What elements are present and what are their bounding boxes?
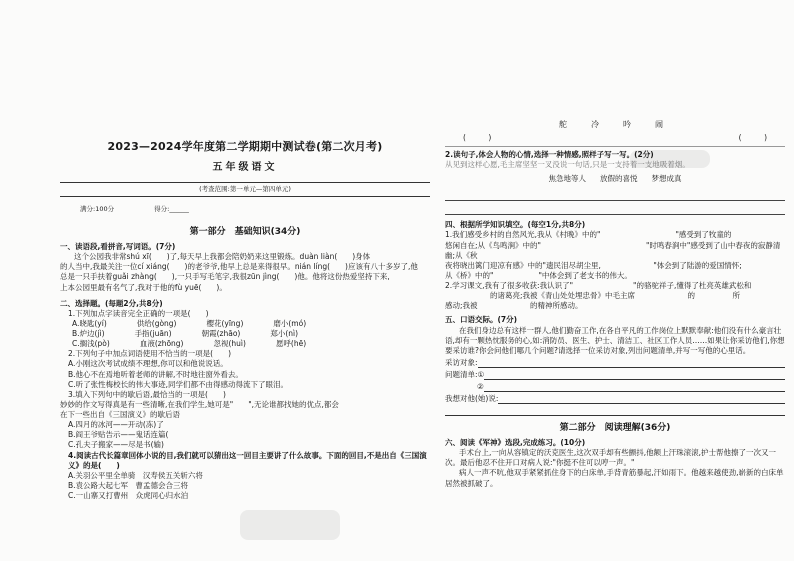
answer-bracket[interactable]: ( ) (738, 132, 767, 142)
r-q2-heading: 2.读句子,体会人物的心情,选择一种情感,照样子写一写。(2分) (445, 149, 654, 159)
q2-3-stem: 3.填入下列句中的歇后语,最恰当的一项是( ) (68, 389, 226, 399)
reading-passage: 手术台上,一向从容镇定的沃克医生,这次双手却有些颤抖,他额上汗珠滚滚,护士帮他擦了一次又一次。最后他忍不住开口对病人说:"你挺不住可以哼一声。" (445, 448, 777, 468)
r-q6-heading: 六、阅读《军神》选段,完成练习。(10分) (445, 438, 586, 448)
q1-heading: 一、读语段,看拼音,写词语。(7分) (60, 242, 176, 252)
emotion-word: 焦急地等人 (548, 174, 586, 184)
option: A.小刚这次考试成绩不理想,你可以和他说说话。 (68, 359, 228, 369)
q2-1-options-row (60, 329, 430, 339)
q2-2-stem: 2.下列句子中加点词语使用不恰当的一项是( ) (68, 349, 232, 359)
q2-1-stem: 1.下列加点字读音完全正确的一项是( ) (68, 308, 209, 318)
q2-4-stem: 4.阅读古代长篇章回体小说的目,我们就可以猜出这一回目主要讲了什么故事。下面的回目,不是出自《三国演义》的是( ) (68, 450, 427, 470)
option: 忽视(huì) (213, 339, 246, 349)
total-score: 满分:100分 (80, 205, 115, 214)
option: 愿呼(hē) (275, 339, 307, 349)
answer-bracket[interactable]: ( ) (463, 132, 492, 142)
option: 供给(gòng) (136, 318, 177, 328)
q1-line: 总是一只手扶着guǎi zhàng( ),一只手写毛笔字,我很zūn jìng( )他。他将这份热爱坚持下来, (60, 272, 390, 282)
q2-3-text: 在下一些出自《三国演义》的歇后语 (60, 410, 180, 420)
option: 樱花(yīng) (206, 318, 244, 328)
q2-1-options-row (60, 339, 430, 349)
question-input[interactable] (484, 380, 785, 392)
part-one-heading: 第一部分 基础知识(34分) (189, 226, 301, 237)
q1-line: 上本公园里最有名气了,我对于他的fù yuē( )。 (60, 282, 227, 292)
part-two-heading: 第二部分 阅读理解(36分) (559, 422, 671, 433)
option: 磨小(mó) (273, 318, 307, 328)
q2-1-options-row (60, 319, 430, 329)
question-input[interactable] (484, 368, 785, 380)
fill-line: 从《桥》中的" "中体会到了老支书的伟大。 (445, 270, 632, 280)
fill-line: 感动;我被 的精神所感动。 (445, 301, 583, 311)
exam-range: (考查范围:第一单元—第四单元) (60, 182, 430, 197)
option: B.他心不在焉地听着老师的讲解,不时地往窗外看去。 (68, 369, 243, 379)
dialogue-input[interactable] (498, 392, 785, 404)
right-page (445, 0, 785, 561)
left-page (60, 0, 430, 561)
reading-passage: 病人一声不吭,他双手紧紧抓住身下的白床单,手背青筋暴起,汗如雨下。他越来越使劲,崭新的白床单居然被抓破了。 (445, 468, 784, 488)
score-line (80, 205, 430, 214)
q2-3-text: 妙妙的作文写得真是有一些清晰,在我们学生,她可是" ",无论谁都找她的优点,都会 (60, 399, 339, 409)
option: A.晓匙(yí) (72, 318, 107, 328)
fill-line: 2.学习课文,我有了很多收获:我认识了" "的骆驼祥子,懂得了杜亮英雄武松和 (445, 281, 752, 291)
fill-line: 1.我们感受乡村的自然风光,我从《村晚》中的" "感受到了牧童的 (445, 230, 732, 240)
option: A.四月的冰河——开动(冻)了 (68, 420, 164, 430)
r-q2-example: 从见到这样心愿,毛主席坚坚一叉没说一句话,只是一支持着一支地吸着烟。 (445, 160, 690, 170)
question-list-label: 问题清单:① (445, 369, 485, 379)
option: 血液(zhōng) (139, 339, 184, 349)
question-two-row (445, 380, 785, 392)
option: B.袁公路大起七军 曹孟德会合三将 (68, 480, 189, 490)
dialogue-row (445, 392, 785, 404)
score-field[interactable]: 得分:______ (154, 205, 189, 214)
divider (445, 146, 785, 147)
q1-line: 这个公园我非常shú xī( )了,每天早上我都会陪奶奶来这里锻炼。duàn liàn( )身体 (74, 252, 371, 262)
answer-line[interactable] (445, 202, 785, 215)
fill-line: 夜将晓出篱门迎凉有感》中的"遗民泪尽胡尘里, "体会到了陆游的爱国情怀; (445, 260, 742, 270)
emotion-word: 梦想成真 (651, 174, 682, 184)
r-q4-heading: 四、根据所学知识填空。(每空1分,共8分) (445, 220, 586, 230)
option: 朝霞(zhāo) (201, 329, 241, 339)
answer-line[interactable] (445, 188, 785, 201)
option: C.听了张性梅校长的伟大事迹,同学们都不由得感动得流下了眼泪。 (68, 379, 289, 389)
answer-brackets (445, 133, 785, 143)
fill-line: 的诸葛亮;我被《青山处处埋忠骨》中毛主席 的 所 (445, 291, 741, 301)
answer-line[interactable] (445, 404, 785, 416)
question-two-label: ② (477, 381, 484, 391)
r-q5-heading: 五、口语交际。(7分) (445, 315, 518, 325)
dialogue-label: 我想对他(她)说: (445, 393, 499, 403)
option: B.阎王爷贴告示——鬼话连篇( (68, 430, 169, 440)
emotion-word: 放假的喜悦 (600, 174, 638, 184)
option: B.炉边(jì) (72, 329, 105, 339)
exam-title: 2023—2024学年度第二学期期中测试卷(第二次月考) (107, 140, 383, 153)
option: 手指(juān) (134, 329, 172, 339)
interview-target-input[interactable] (478, 356, 785, 368)
option: A.关羽公平里全单骑 汉寿侯五关斩六将 (68, 470, 203, 480)
option: C.一山寨又打曹州 众虎同心归水泊 (68, 491, 189, 501)
question-list-row (445, 368, 785, 380)
subject-title: 五年级语文 (212, 161, 278, 173)
option: 郑小(nì) (270, 329, 299, 339)
q1-line: 的人当中,我最关注一位cí xiáng( )的老爷爷,他早上总是来得很早。nián líng( )应该有八十多岁了,他 (60, 262, 418, 272)
q2-heading: 二、选择题。(每题2分,共8分) (60, 298, 163, 308)
interview-target-label: 采访对象: (445, 357, 478, 367)
option: C.搁浅(pò) (72, 339, 110, 349)
r-q5-text: 在我们身边总有这样一群人,他们勤奋工作,在各自平凡的工作岗位上默默奉献:他们没有什么豪言壮语,却有一颗热忱服务的心,如:消防员、医生、护士、清洁工、社区工作人员……如果让你采访他们,你想要采访谁?你会问他们哪几个问题?请选择一位采访对象,列出问题清单,并写一写他的心里话。 (445, 325, 785, 355)
fill-line: 悠闲自在;从《鸟鸣涧》中的" "时鸣春涧中"感受到了山中春夜的寂静清幽;从《秋 (445, 240, 781, 260)
option: C.孔夫子搬家——尽是书(输) (68, 440, 164, 450)
emotion-options (445, 174, 785, 184)
interview-target-row (445, 356, 785, 368)
word-title: 舵 冷 吟 闹 (559, 120, 671, 129)
